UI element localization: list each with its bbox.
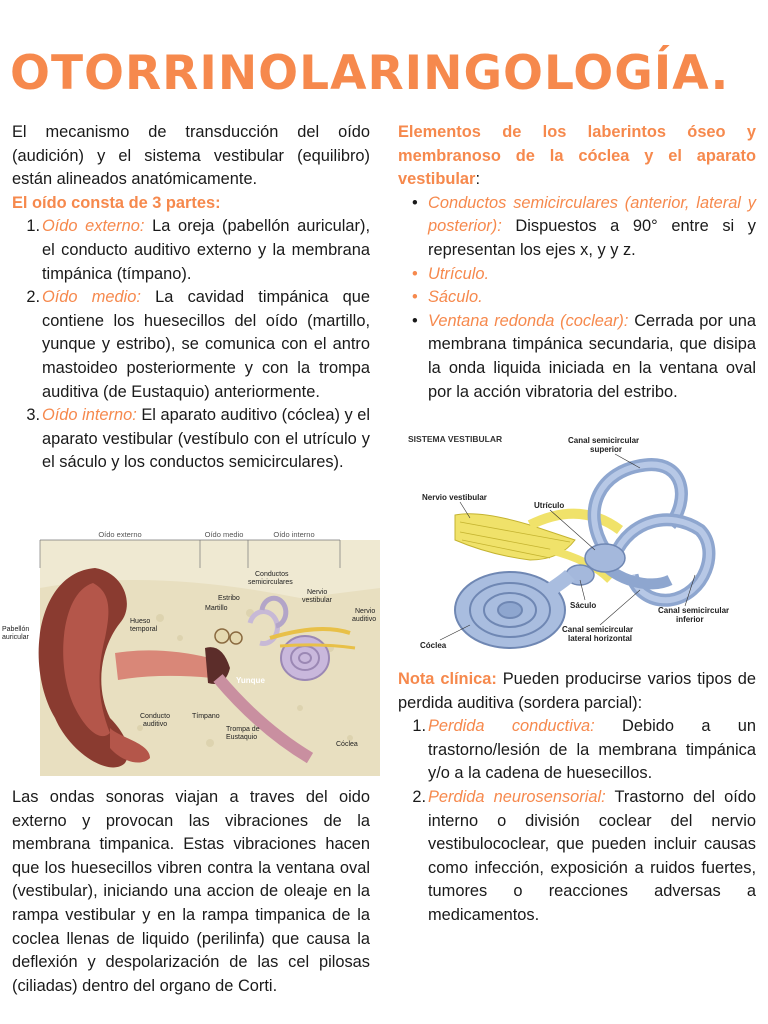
hearing-loss-list <box>398 715 756 927</box>
label-estribo: Estribo <box>218 595 240 602</box>
list-item <box>12 215 370 286</box>
label-eustaquio: Eustaquio <box>226 734 258 741</box>
list-text: La cavidad timpánica que contiene los huesecillos del oído (martillo, yunque y estribo), se comunica con el antro mastoideo posteriormente y con la trompa auditiva (de Eustaquio) anteriormente. <box>42 288 370 401</box>
list-text: Trastorno del oído interno o división coclear del nervio vestibulococlear, que pueden incluir causas como infección, exposición a ruidos fuertes, tumores o reacciones adversas a medicamentos. <box>428 787 756 924</box>
bullet-icon: • <box>412 264 418 283</box>
clinical-note <box>398 668 756 928</box>
label-nervio-vestibular: Nervio vestibular <box>422 493 487 502</box>
list-number: 3. <box>26 406 40 425</box>
list-text: Debido a un trastorno/lesión de la membrana timpánica y/o a la cadena de huesecillos. <box>428 717 756 783</box>
section-label-inner: Oído interno <box>273 530 315 539</box>
label-conducto-auditivo: auditivo <box>143 721 168 728</box>
label-timpano: Tímpano <box>192 713 220 720</box>
label-canal-inferior: Canal semicircular <box>658 606 730 615</box>
list-text: Cerrada por una membrana timpánica secundaria, que disipa la onda liquida iniciada en la ventana oval por la acción vibratoria del estribo. <box>428 311 756 401</box>
list-item <box>398 286 756 310</box>
label-canal-lateral: Canal semicircular <box>562 625 634 634</box>
elements-heading <box>398 121 756 192</box>
parts-subtitle: El oído consta de 3 partes: <box>12 193 221 212</box>
list-term: Ventana redonda (coclear): <box>428 311 629 330</box>
list-item <box>398 310 756 404</box>
label-martillo: Martillo <box>205 605 228 612</box>
list-item <box>398 715 756 786</box>
list-term: Sáculo. <box>428 288 483 307</box>
list-number: 2. <box>26 288 40 307</box>
label-conducto: Conducto <box>140 713 170 720</box>
ear-anatomy-figure <box>0 528 380 776</box>
label-conductos: Conductos <box>255 571 289 578</box>
label-trompa: Trompa de <box>226 726 260 733</box>
label-nervio-vest: Nervio <box>307 589 328 596</box>
list-term: Perdida neurosensorial: <box>428 787 606 806</box>
label-vestibular: vestibular <box>302 597 332 604</box>
list-item <box>398 263 756 287</box>
section-label-middle: Oído medio <box>204 530 244 539</box>
list-term: Conductos semicirculares (anterior, lateral y posterior): <box>428 193 756 236</box>
sound-waves-paragraph: Las ondas sonoras viajan a traves del oido externo y provocan las vibraciones de la membrana timpanica. Estas vibraciones hacen que los huesecillos vibren contra la ventana oval (vestibular), iniciando una accion de oleaje en la rampa vestibular y en la rampa timpanica de la coclea llenas de liquido (perilinfa) que causa la deflexión y despolarización de las cel pilosas (ciliadas) dentro del organo de Corti. <box>12 788 370 995</box>
label-coclea: Cóclea <box>336 741 358 748</box>
page-title: OTORRINOLARINGOLOGÍA. <box>10 46 730 101</box>
clinical-note-label: Nota clínica: <box>398 670 497 688</box>
label-pabellon: Pabellón <box>2 626 30 633</box>
list-term: Oído medio: <box>42 288 141 307</box>
list-term: Oído interno: <box>42 406 137 425</box>
label-hueso: Hueso <box>130 618 151 625</box>
section-label-external: Oído externo <box>98 530 142 539</box>
list-text: El aparato auditivo (cóclea) y el aparato vestibular (vestíbulo con el utrículo y el sáculo y los conductos semicirculares). <box>42 406 370 472</box>
label-auditivo: auditivo <box>352 616 377 623</box>
heading-colon: : <box>475 170 480 189</box>
right-column <box>398 121 756 404</box>
label-utriculo: Utrículo <box>534 501 565 510</box>
list-number: 2. <box>412 787 426 806</box>
vestibular-system-figure <box>400 430 760 655</box>
list-text: Dispuestos a 90° entre si y representan los ejes x, y y z. <box>428 217 756 259</box>
list-number: 1. <box>412 717 426 736</box>
label-yunque: Yunque <box>236 676 265 685</box>
list-text: La oreja (pabellón auricular), el conducto auditivo externo y la membrana timpánica (tímpano). <box>42 217 371 283</box>
list-number: 1. <box>26 217 40 236</box>
label-saculo: Sáculo <box>570 601 597 610</box>
label-inferior: inferior <box>676 615 704 624</box>
list-term: Utrículo. <box>428 264 490 283</box>
label-lateral-horizontal: lateral horizontal <box>568 634 633 643</box>
label-superior: superior <box>590 445 623 454</box>
clinical-note-text: Pueden producirse varios tipos de perdida auditiva (sordera parcial): <box>398 670 756 712</box>
list-term: Perdida conductiva: <box>428 717 595 736</box>
bullet-icon: • <box>412 193 418 212</box>
list-item <box>12 286 370 404</box>
label-canal-superior: Canal semicircular <box>568 436 640 445</box>
bullet-icon: • <box>412 311 418 330</box>
list-item <box>12 404 370 475</box>
label-auricular: auricular <box>2 634 29 641</box>
list-item <box>398 192 756 263</box>
elements-list <box>398 192 756 404</box>
elements-heading-text: Elementos de los laberintos óseo y membranoso de la cóclea y el aparato vestibular <box>398 123 756 189</box>
left-column <box>12 121 370 475</box>
ear-parts-list <box>12 215 370 475</box>
figure-title: SISTEMA VESTIBULAR <box>408 434 503 444</box>
clinical-note-intro <box>398 668 756 715</box>
label-coclea-vest: Cóclea <box>420 641 447 650</box>
label-semicirculares: semicirculares <box>248 579 293 586</box>
label-nervio-aud: Nervio <box>355 608 376 615</box>
bullet-icon: • <box>412 288 418 307</box>
list-item <box>398 786 756 928</box>
label-temporal: temporal <box>130 626 158 633</box>
intro-paragraph: El mecanismo de transducción del oído (audición) y el sistema vestibular (equilibro) están alineados anatómicamente. <box>12 123 370 189</box>
list-term: Oído externo: <box>42 217 145 236</box>
